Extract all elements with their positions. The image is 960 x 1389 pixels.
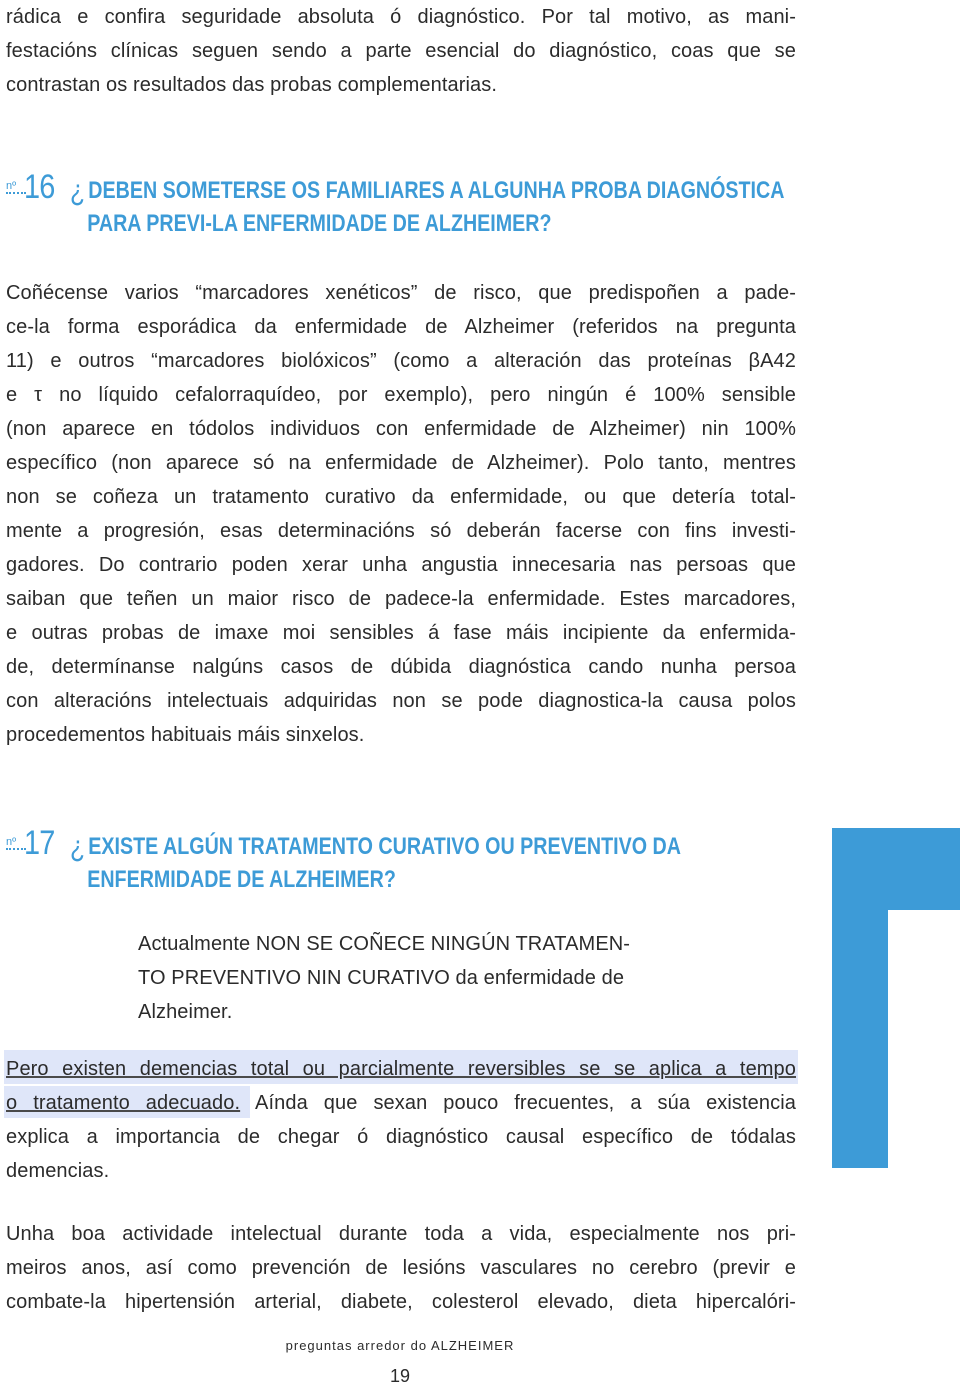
question-title [70, 172, 784, 240]
answer-16-paragraph [6, 276, 796, 752]
question-number: 16 [24, 168, 55, 206]
text-line: Unha boa actividade intelectual durante toda a vida, especialmente nos pri- [6, 1223, 796, 1245]
question-title-line-1: DEBEN SOMETERSE OS FAMILIARES A ALGUNHA PROBA DIAGNÓSTICA [88, 177, 785, 204]
number-label: nº [6, 836, 26, 850]
page-number: 19 [389, 1366, 411, 1386]
question-title-line-2: ENFERMIDADE DE ALZHEIMER? [87, 866, 396, 893]
answer-17-paragraph-2 [6, 1217, 796, 1319]
answer-17-callout [138, 927, 698, 1029]
text-run: Aínda que sexan pouco frecuentes, a súa existencia [240, 1092, 796, 1114]
question-17-header [6, 824, 806, 908]
text-line: rádica e confira seguridade absoluta ó diagnóstico. Por tal motivo, as mani- [6, 6, 796, 28]
text-line: meiros anos, así como prevención de lesións vasculares no cerebro (previr e [6, 1257, 796, 1279]
text-line [6, 1086, 796, 1120]
text-line: saiban que teñen un maior risco de padece-la enfermidade. Estes marcadores, [6, 588, 796, 610]
text-line: Actualmente NON SE COÑECE NINGÚN TRATAMEN- [138, 933, 631, 955]
text-line: específico (non aparece só na enfermidade de Alzheimer). Polo tanto, mentres [6, 452, 796, 474]
highlighted-text: o tratamento adecuado. [6, 1092, 241, 1114]
number-label: nº [6, 180, 26, 194]
question-number-badge [6, 824, 58, 872]
text-line: TO PREVENTIVO NIN CURATIVO da enfermidade de [138, 967, 625, 989]
decorative-bracket-side [832, 828, 888, 1168]
text-line: combate-la hipertensión arterial, diabete, colesterol elevado, dieta hipercalóri- [6, 1291, 796, 1313]
text-line: gadores. Do contrario poden xerar unha angustia innecesaria nas persoas que [6, 554, 796, 576]
question-title-line-2: PARA PREVI-LA ENFERMIDADE DE ALZHEIMER? [87, 210, 552, 237]
text-line [6, 1052, 796, 1086]
answer-17-paragraph [6, 1052, 796, 1188]
question-number-badge [6, 168, 58, 216]
question-title [70, 828, 681, 896]
text-line: explica a importancia de chegar ó diagnóstico causal específico de tódalas [6, 1126, 796, 1148]
text-line: con alteracións intelectuais adquiridas non se pode diagnostica-la causa polos [6, 690, 796, 712]
text-line: non se coñeza un tratamento curativo da enfermidade, ou que detería total- [6, 486, 796, 508]
highlighted-text: Pero existen demencias total ou parcialmente reversibles se se aplica a tempo [6, 1058, 796, 1080]
question-title-line-1: EXISTE ALGÚN TRATAMENTO CURATIVO OU PREVENTIVO DA [88, 833, 681, 860]
text-line: mente a progresión, esas determinacións só deberán facerse con fins investi- [6, 520, 796, 542]
question-16-header [6, 168, 806, 252]
inverted-question-mark: ¿ [70, 174, 86, 207]
text-line: contrastan os resultados das probas complementarias. [6, 74, 498, 96]
running-footer-title: preguntas arredor do ALZHEIMER [285, 1338, 515, 1353]
intro-paragraph [6, 0, 796, 102]
text-line: de, determínanse nalgúns casos de dúbida diagnóstica cando nunha persoa [6, 656, 796, 678]
text-line: Alzheimer. [138, 1001, 233, 1023]
inverted-question-mark: ¿ [70, 830, 86, 863]
text-line: e outras probas de imaxe moi sensibles á fase máis incipiente da enfermida- [6, 622, 796, 644]
text-line: ce-la forma esporádica da enfermidade de Alzheimer (referidos na pregunta [6, 316, 796, 338]
text-line: 11) e outros “marcadores biolóxicos” (como a alteración das proteínas βA42 [6, 350, 796, 372]
text-line: e τ no líquido cefalorraquídeo, por exemplo), pero ningún é 100% sensible [6, 384, 796, 406]
text-line: procedementos habituais máis sinxelos. [6, 724, 365, 746]
text-line: (non aparece en tódolos individuos con enfermidade de Alzheimer) nin 100% [6, 418, 796, 440]
question-number: 17 [24, 824, 55, 862]
text-line: festacións clínicas seguen sendo a parte esencial do diagnóstico, coas que se [6, 40, 796, 62]
text-line: demencias. [6, 1160, 110, 1182]
text-line: Coñécense varios “marcadores xenéticos” de risco, que predispoñen a pade- [6, 282, 796, 304]
